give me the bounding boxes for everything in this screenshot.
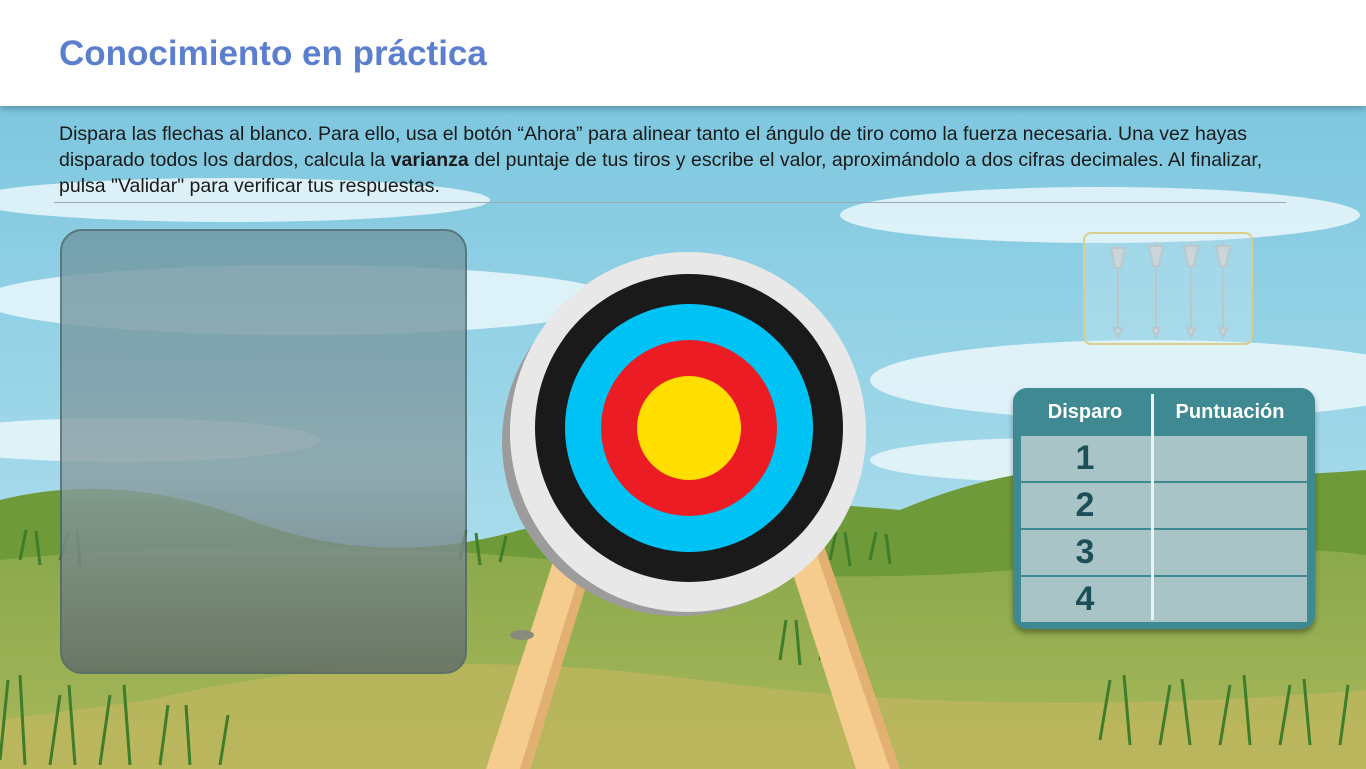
table-row — [1021, 436, 1307, 481]
arrow-quiver-icon — [1085, 234, 1251, 343]
shot-number: 2 — [1075, 486, 1095, 524]
table-row — [1021, 483, 1307, 528]
instructions-text-2: del puntaje de tus tiros y escribe el valor, aproximándolo a dos cifras decimales. Al finalizar, pulsa "Validar" para verificar tus respuestas. — [59, 149, 1263, 197]
table-row — [1021, 577, 1307, 622]
divider — [54, 202, 1286, 203]
scorecard — [1013, 388, 1315, 629]
instructions-text-1: Dispara las flechas al blanco. Para ello, usa el botón “Ahora” para alinear tanto el ángulo de tiro como la fuerza necesaria. Una vez hayas disparado todos los dardos, calcula la — [59, 123, 1248, 171]
score-cell — [1153, 530, 1307, 575]
instructions — [59, 121, 1289, 199]
controls-panel — [60, 229, 467, 674]
score-cell — [1153, 577, 1307, 622]
score-cell — [1153, 483, 1307, 528]
column-divider — [1151, 394, 1154, 620]
arrow-quiver — [1083, 232, 1253, 345]
table-row — [1021, 530, 1307, 575]
header — [0, 0, 1366, 106]
instructions-bold: varianza — [390, 149, 469, 171]
shot-number: 1 — [1075, 439, 1095, 477]
shot-number: 4 — [1075, 580, 1095, 618]
page-title: Conocimiento en práctica — [59, 34, 487, 73]
shot-number: 3 — [1075, 533, 1095, 571]
col-shot-header: Disparo — [1047, 400, 1123, 423]
col-score-header: Puntuación — [1175, 400, 1285, 423]
score-cell — [1153, 436, 1307, 481]
